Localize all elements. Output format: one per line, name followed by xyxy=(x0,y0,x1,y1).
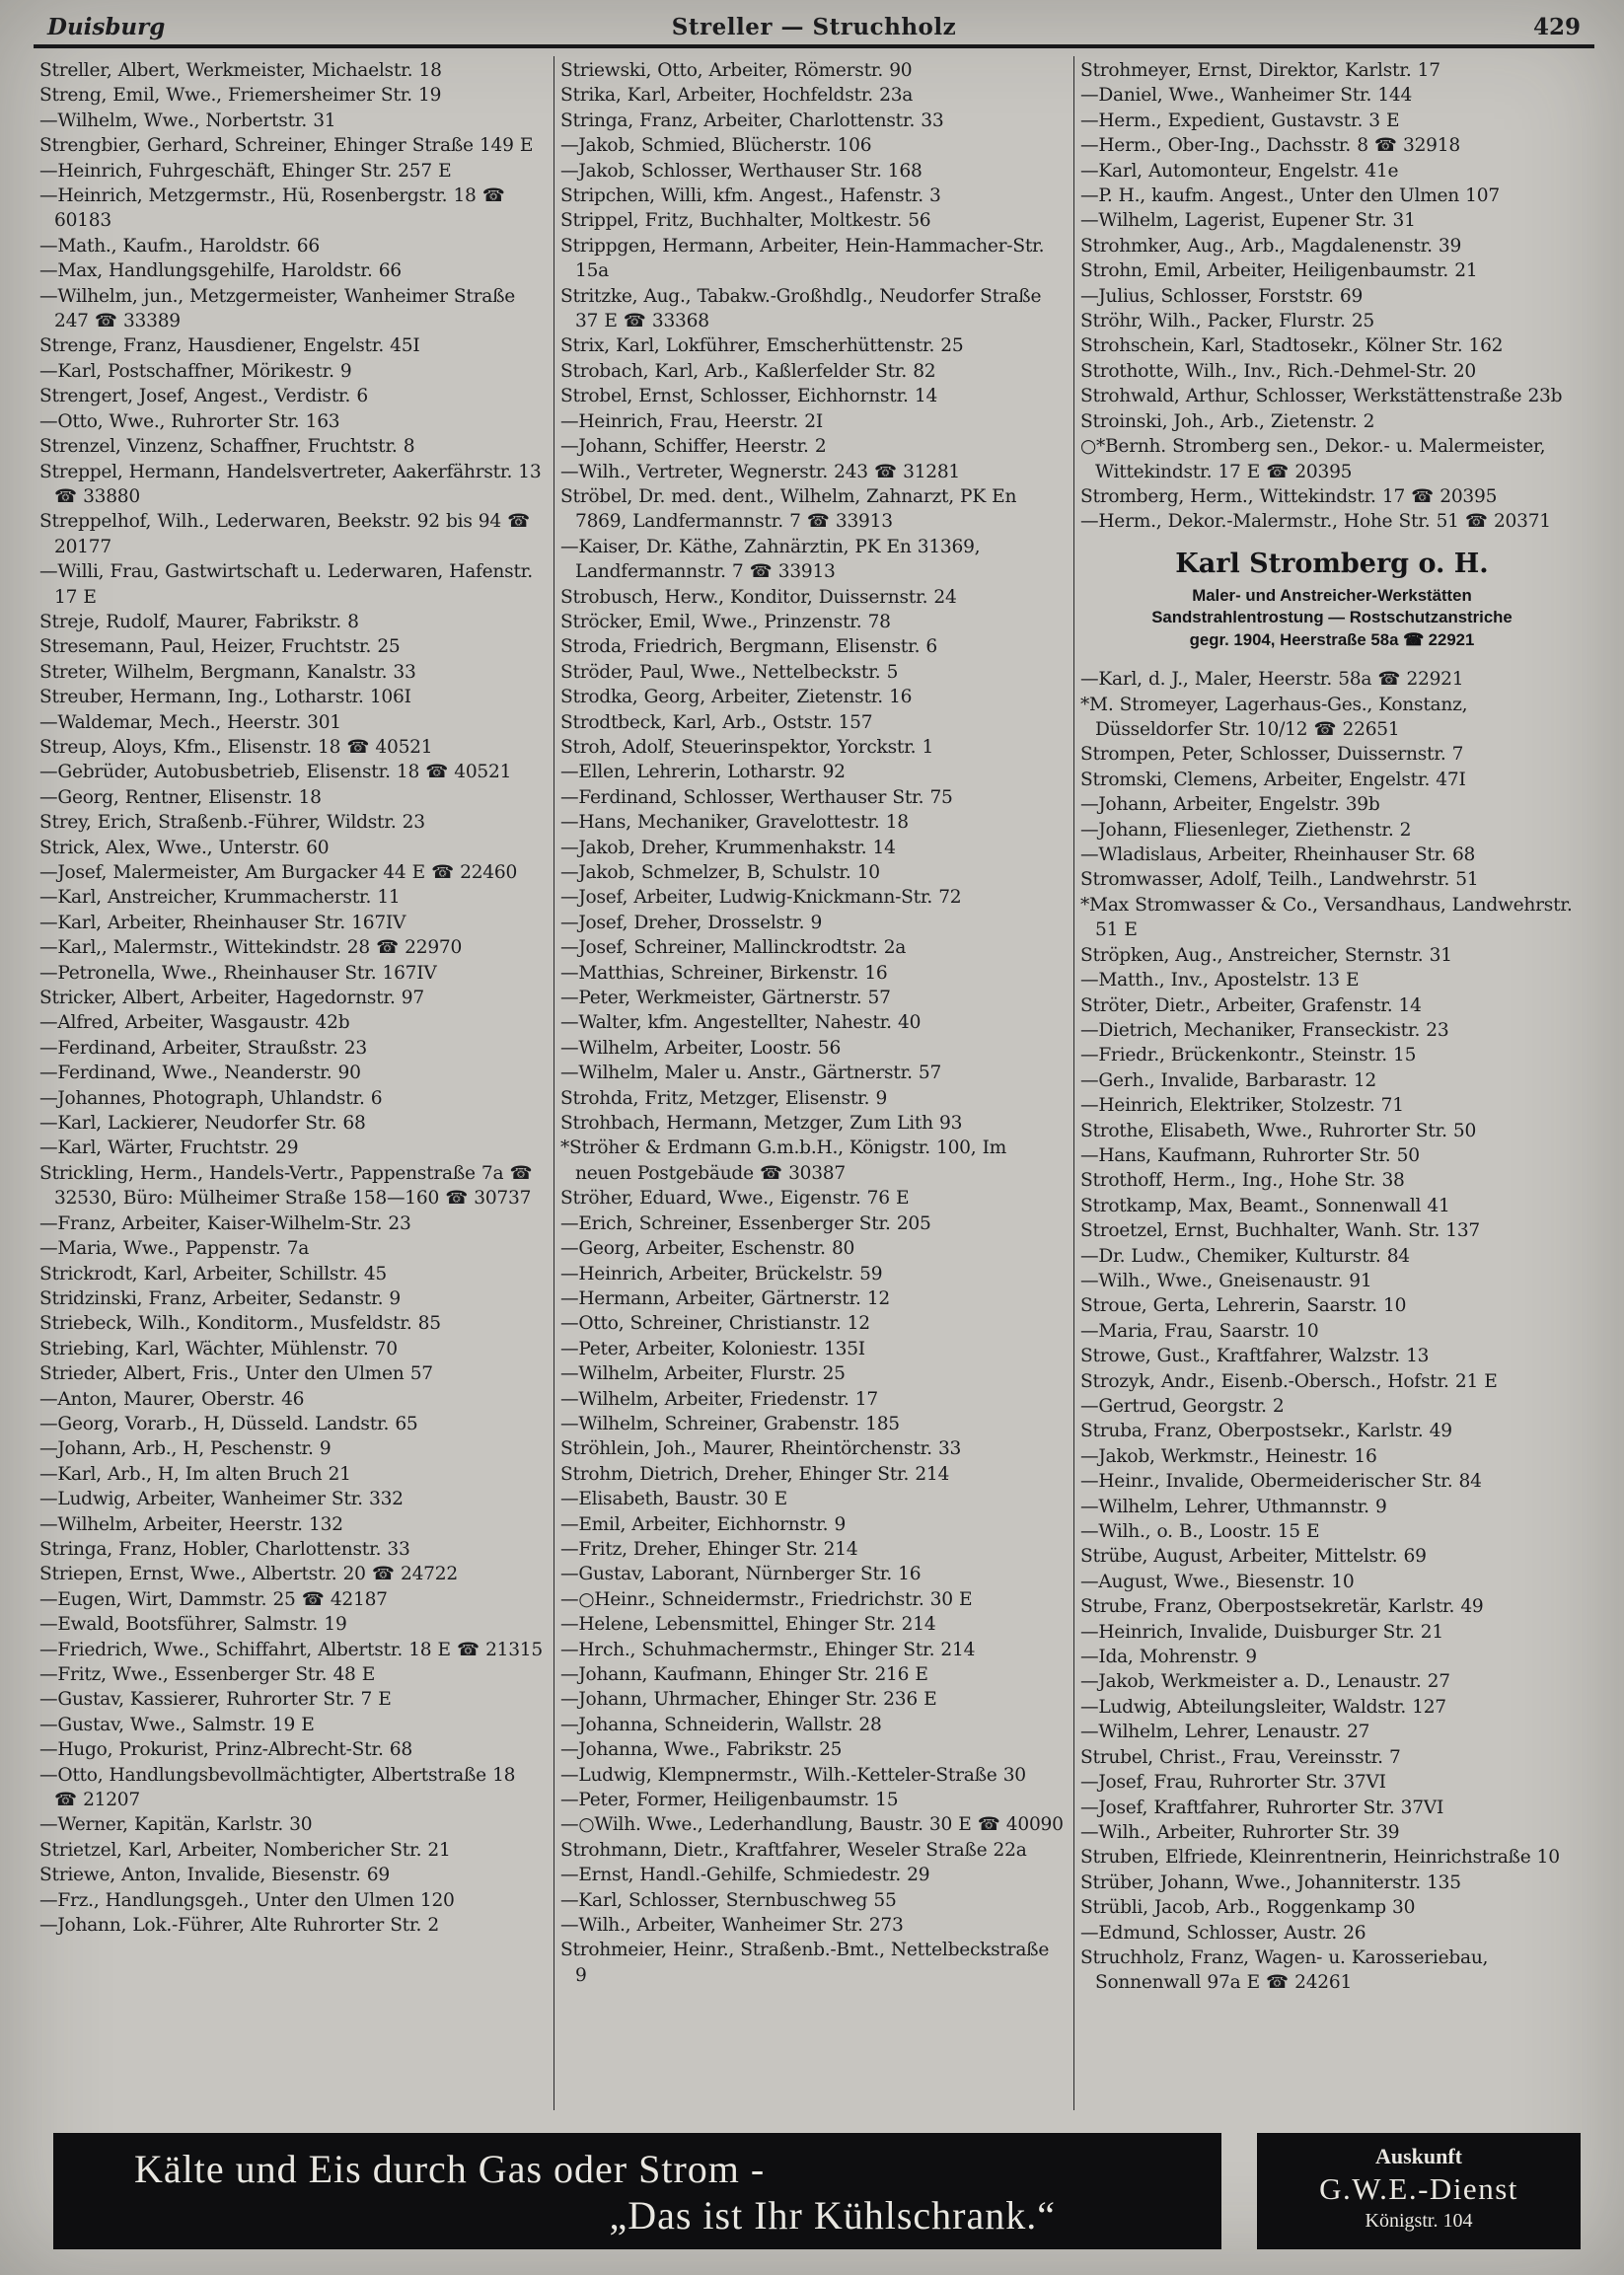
directory-entry: —Johanna, Wwe., Fabrikstr. 25 xyxy=(560,1739,843,1761)
directory-entry: —Erich, Schreiner, Essenberger Str. 205 xyxy=(560,1212,931,1234)
directory-entry: —Ida, Mohrenstr. 9 xyxy=(1080,1647,1257,1668)
directory-entry: —Otto, Handlungsbevollmächtigter, Albertstraße 18 ☎ 21207 xyxy=(39,1764,516,1811)
directory-entry: —August, Wwe., Biesenstr. 10 xyxy=(1080,1571,1355,1592)
directory-entry: Ströhr, Wilh., Packer, Flurstr. 25 xyxy=(1080,311,1374,332)
directory-entry: —Jakob, Werkmeister a. D., Lenaustr. 27 xyxy=(1080,1671,1450,1693)
directory-entry: Strompen, Peter, Schlosser, Duissernstr. 7 xyxy=(1080,744,1464,766)
directory-entry: Striepen, Ernst, Wwe., Albertstr. 20 ☎ 24722 xyxy=(39,1564,458,1585)
directory-entry: Strohmann, Dietr., Kraftfahrer, Weseler Straße 22a xyxy=(560,1839,1027,1861)
directory-entry: —Alfred, Arbeiter, Wasgaustr. 42b xyxy=(39,1012,350,1034)
directory-entry: —Karl, Postschaffner, Mörikestr. 9 xyxy=(39,360,352,382)
directory-entry: —Helene, Lebensmittel, Ehinger Str. 214 xyxy=(560,1614,936,1636)
directory-entry: —Walter, kfm. Angestellter, Nahestr. 40 xyxy=(560,1012,922,1034)
directory-entry: —Hans, Mechaniker, Gravelottestr. 18 xyxy=(560,812,909,834)
directory-entry: —Georg, Vorarb., H, Düsseld. Landstr. 65 xyxy=(39,1413,418,1434)
directory-entry: —Wilh., Arbeiter, Wanheimer Str. 273 xyxy=(560,1915,904,1937)
directory-entry: —Wilhelm, Arbeiter, Loostr. 56 xyxy=(560,1037,842,1059)
directory-entry: —Karl, Wärter, Fruchtstr. 29 xyxy=(39,1138,299,1159)
directory-entry: Struba, Franz, Oberpostsekr., Karlstr. 49 xyxy=(1080,1421,1452,1442)
directory-entry: —Johann, Arbeiter, Engelstr. 39b xyxy=(1080,794,1380,816)
directory-entry: —Johanna, Schneiderin, Wallstr. 28 xyxy=(560,1714,882,1735)
directory-entry: Strohm, Dietrich, Dreher, Ehinger Str. 214 xyxy=(560,1463,950,1485)
directory-entry: ○*Bernh. Stromberg sen., Dekor.- u. Malermeister, Wittekindstr. 17 E ☎ 20395 xyxy=(1080,436,1546,482)
directory-entry: Ströhlein, Joh., Maurer, Rheintörchenstr. 33 xyxy=(560,1438,962,1460)
directory-entry: Strodka, Georg, Arbeiter, Zietenstr. 16 xyxy=(560,687,913,708)
header-alpha-range: Streller — Struchholz xyxy=(671,14,957,40)
directory-entry: —Ewald, Bootsführer, Salmstr. 19 xyxy=(39,1614,347,1636)
directory-entry: Strobusch, Herw., Konditor, Duissernstr. 24 xyxy=(560,586,957,608)
directory-entry: Strippel, Fritz, Buchhalter, Moltkestr. 56 xyxy=(560,210,931,232)
directory-entry: Stritzke, Aug., Tabakw.-Großhdlg., Neudorfer Straße 37 E ☎ 33368 xyxy=(560,285,1042,332)
directory-entry: —Karl, Lackierer, Neudorfer Str. 68 xyxy=(39,1113,366,1135)
directory-entry: —Jakob, Schmied, Blücherstr. 106 xyxy=(560,135,872,157)
directory-entry: —Karl, d. J., Maler, Heerstr. 58a ☎ 22921 xyxy=(1080,669,1464,691)
directory-entry: —Fritz, Dreher, Ehinger Str. 214 xyxy=(560,1538,858,1560)
column-3 xyxy=(1073,56,1593,2110)
header-rule xyxy=(34,44,1594,48)
directory-entry: Streje, Rudolf, Maurer, Fabrikstr. 8 xyxy=(39,611,359,632)
directory-entry: Stromwasser, Adolf, Teilh., Landwehrstr. 51 xyxy=(1080,869,1479,891)
directory-entry: Stroetzel, Ernst, Buchhalter, Wanh. Str. 137 xyxy=(1080,1220,1481,1242)
directory-entry: Stripchen, Willi, kfm. Angest., Hafenstr. 3 xyxy=(560,185,941,207)
directory-entry: —Gertrud, Georgstr. 2 xyxy=(1080,1396,1285,1417)
directory-entry: —Matth., Inv., Apostelstr. 13 E xyxy=(1080,970,1360,991)
directory-entry: —Max, Handlungsgehilfe, Haroldstr. 66 xyxy=(39,260,402,282)
directory-entry: Stringa, Franz, Hobler, Charlottenstr. 33 xyxy=(39,1538,410,1560)
directory-entry: Stringa, Franz, Arbeiter, Charlottenstr. 33 xyxy=(560,110,944,131)
directory-entry: —Josef, Dreher, Drosselstr. 9 xyxy=(560,912,823,933)
directory-entry: Stroinski, Joh., Arb., Zietenstr. 2 xyxy=(1080,410,1375,432)
directory-entry: —Matthias, Schreiner, Birkenstr. 16 xyxy=(560,962,888,984)
directory-entry: Strohmeyer, Ernst, Direktor, Karlstr. 17 xyxy=(1080,60,1440,81)
directory-entry: —Wladislaus, Arbeiter, Rheinhauser Str. 68 xyxy=(1080,844,1476,866)
directory-entry: —Wilhelm, jun., Metzgermeister, Wanheimer Straße 247 ☎ 33389 xyxy=(39,285,515,332)
directory-entry: —Heinrich, Arbeiter, Brückelstr. 59 xyxy=(560,1263,883,1284)
directory-entry: Strotkamp, Max, Beamt., Sonnenwall 41 xyxy=(1080,1195,1450,1216)
directory-entry: Strohmker, Aug., Arb., Magdalenenstr. 39 xyxy=(1080,235,1462,257)
directory-entry: —P. H., kaufm. Angest., Unter den Ulmen 107 xyxy=(1080,185,1500,207)
directory-entry: Strubel, Christ., Frau, Vereinsstr. 7 xyxy=(1080,1746,1401,1768)
directory-entry: —Wilhelm, Lehrer, Lenaustr. 27 xyxy=(1080,1722,1370,1743)
directory-entry: —Math., Kaufm., Haroldstr. 66 xyxy=(39,235,320,257)
directory-entry: —Johann, Arb., H, Peschenstr. 9 xyxy=(39,1438,332,1460)
directory-entry: Streppel, Hermann, Handelsvertreter, Aakerfährstr. 13 ☎ 33880 xyxy=(39,461,542,507)
directory-entry: Stricker, Albert, Arbeiter, Hagedornstr. 97 xyxy=(39,988,424,1009)
kuehlschrank-ad-line-1: Kälte und Eis durch Gas oder Strom - xyxy=(134,2147,766,2191)
column-2 xyxy=(554,56,1073,2110)
directory-entry: *Max Stromwasser & Co., Versandhaus, Landwehrstr. 51 E xyxy=(1080,894,1573,941)
directory-entry: Strippgen, Hermann, Arbeiter, Hein-Hammacher-Str. 15a xyxy=(560,235,1045,282)
kuehlschrank-ad xyxy=(53,2133,1221,2249)
directory-entry: —Jakob, Schmelzer, B, Schulstr. 10 xyxy=(560,862,880,883)
directory-entry: —Johann, Fliesenleger, Ziethenstr. 2 xyxy=(1080,819,1412,841)
directory-entry: Striewski, Otto, Arbeiter, Römerstr. 90 xyxy=(560,60,913,81)
directory-entry: —Ferdinand, Arbeiter, Straußstr. 23 xyxy=(39,1037,367,1059)
directory-entry: Strohda, Fritz, Metzger, Elisenstr. 9 xyxy=(560,1087,888,1109)
directory-entry: —Julius, Schlosser, Forststr. 69 xyxy=(1080,285,1364,307)
directory-entry: —Georg, Arbeiter, Eschenstr. 80 xyxy=(560,1238,855,1260)
directory-entry: Strothoff, Herm., Ing., Hohe Str. 38 xyxy=(1080,1170,1405,1192)
directory-entry: —Jakob, Dreher, Krummenhakstr. 14 xyxy=(560,837,896,858)
directory-entry: —Ludwig, Abteilungsleiter, Waldstr. 127 xyxy=(1080,1696,1446,1718)
directory-entry: —Ellen, Lehrerin, Lotharstr. 92 xyxy=(560,762,846,783)
directory-entry: Striewe, Anton, Invalide, Biesenstr. 69 xyxy=(39,1865,390,1886)
directory-entry: —Jakob, Werkmstr., Heinestr. 16 xyxy=(1080,1445,1377,1467)
directory-entry: —Gerh., Invalide, Barbarastr. 12 xyxy=(1080,1069,1377,1091)
directory-entry: —Gebrüder, Autobusbetrieb, Elisenstr. 18 ☎ 40521 xyxy=(39,762,512,783)
directory-entry: —Elisabeth, Baustr. 30 E xyxy=(560,1489,787,1510)
directory-entry: Ströter, Dietr., Arbeiter, Grafenstr. 14 xyxy=(1080,994,1422,1016)
directory-entry: —Wilhelm, Lehrer, Uthmannstr. 9 xyxy=(1080,1496,1387,1517)
directory-entry: —Gustav, Wwe., Salmstr. 19 E xyxy=(39,1714,315,1735)
directory-entry: Ströbel, Dr. med. dent., Wilhelm, Zahnarzt, PK En 7869, Landfermannstr. 7 ☎ 33913 xyxy=(560,485,1017,533)
directory-entry: —Karl, Arb., H, Im alten Bruch 21 xyxy=(39,1463,351,1485)
column-1 xyxy=(34,56,554,2110)
directory-entry: Ströder, Paul, Wwe., Nettelbeckstr. 5 xyxy=(560,661,899,683)
directory-entry: —Karl, Arbeiter, Rheinhauser Str. 167IV xyxy=(39,912,406,933)
directory-entry: —Heinrich, Frau, Heerstr. 2I xyxy=(560,410,823,432)
directory-entry: Strohwald, Arthur, Schlosser, Werkstättenstraße 23b xyxy=(1080,386,1563,407)
directory-entry: —Hermann, Arbeiter, Gärtnerstr. 12 xyxy=(560,1287,891,1309)
directory-entry: —Josef, Schreiner, Mallinckrodtstr. 2a xyxy=(560,937,907,959)
directory-entry: Streup, Aloys, Kfm., Elisenstr. 18 ☎ 40521 xyxy=(39,736,433,758)
directory-entry: —Peter, Former, Heiligenbaumstr. 15 xyxy=(560,1790,899,1811)
directory-entry: —Franz, Arbeiter, Kaiser-Wilhelm-Str. 23 xyxy=(39,1212,411,1234)
directory-entry: Streppelhof, Wilh., Lederwaren, Beekstr. 92 bis 94 ☎ 20177 xyxy=(39,511,531,557)
directory-entry: —Wilh., Wwe., Gneisenaustr. 91 xyxy=(1080,1270,1372,1291)
directory-entry: —Georg, Rentner, Elisenstr. 18 xyxy=(39,786,322,808)
directory-entry: Strothe, Elisabeth, Wwe., Ruhrorter Str. 50 xyxy=(1080,1120,1477,1141)
directory-entry: —Josef, Arbeiter, Ludwig-Knickmann-Str. 72 xyxy=(560,887,962,909)
directory-entry: —Johannes, Photograph, Uhlandstr. 6 xyxy=(39,1087,383,1109)
directory-entry: Streter, Wilhelm, Bergmann, Kanalstr. 33 xyxy=(39,661,416,683)
directory-entry: Strobel, Ernst, Schlosser, Eichhornstr. 14 xyxy=(560,386,938,407)
directory-entry: —Wilh., o. B., Loostr. 15 E xyxy=(1080,1521,1320,1543)
directory-entry: —Otto, Wwe., Ruhrorter Str. 163 xyxy=(39,410,340,432)
directory-columns xyxy=(34,56,1594,2110)
directory-entry: —Anton, Maurer, Oberstr. 46 xyxy=(39,1388,305,1410)
directory-entry: —Wilhelm, Maler u. Anstr., Gärtnerstr. 57 xyxy=(560,1063,942,1084)
directory-entry: Strey, Erich, Straßenb.-Führer, Wildstr. 23 xyxy=(39,812,425,834)
directory-entry: Struben, Elfriede, Kleinrentnerin, Heinrichstraße 10 xyxy=(1080,1847,1560,1869)
directory-entry: —Peter, Werkmeister, Gärtnerstr. 57 xyxy=(560,988,891,1009)
directory-entry: —Werner, Kapitän, Karlstr. 30 xyxy=(39,1814,313,1836)
directory-entry: —Ludwig, Klempnermstr., Wilh.-Ketteler-Straße 30 xyxy=(560,1764,1026,1786)
directory-entry: —Wilhelm, Wwe., Norbertstr. 31 xyxy=(39,110,336,131)
directory-entry: Strengert, Josef, Angest., Verdistr. 6 xyxy=(39,386,368,407)
directory-entry: —Karl,, Malermstr., Wittekindstr. 28 ☎ 22970 xyxy=(39,937,463,959)
directory-entry: Strietzel, Karl, Arbeiter, Nombericher Str. 21 xyxy=(39,1839,451,1861)
directory-entry: Stroue, Gerta, Lehrerin, Saarstr. 10 xyxy=(1080,1295,1407,1317)
directory-entry: —Ferdinand, Schlosser, Werthauser Str. 75 xyxy=(560,786,953,808)
directory-entry: —Karl, Anstreicher, Krummacherstr. 11 xyxy=(39,887,401,909)
directory-entry: Stroda, Friedrich, Bergmann, Elisenstr. 6 xyxy=(560,636,937,658)
advertisements xyxy=(53,2133,1581,2249)
directory-entry: —Emil, Arbeiter, Eichhornstr. 9 xyxy=(560,1513,847,1535)
directory-entry: Strick, Alex, Wwe., Unterstr. 60 xyxy=(39,837,330,858)
directory-entry: Striebing, Karl, Wächter, Mühlenstr. 70 xyxy=(39,1338,398,1359)
directory-entry: —Peter, Arbeiter, Koloniestr. 135I xyxy=(560,1338,865,1359)
directory-entry: —Fritz, Wwe., Essenberger Str. 48 E xyxy=(39,1664,376,1685)
directory-entry: Ströher, Eduard, Wwe., Eigenstr. 76 E xyxy=(560,1188,910,1210)
directory-entry: —Karl, Schlosser, Sternbuschweg 55 xyxy=(560,1889,897,1911)
directory-entry: Ströcker, Emil, Wwe., Prinzenstr. 78 xyxy=(560,611,891,632)
directory-entry: Stresemann, Paul, Heizer, Fruchtstr. 25 xyxy=(39,636,401,658)
directory-entry: Streuber, Hermann, Ing., Lotharstr. 106I xyxy=(39,687,411,708)
directory-entry: Strickrodt, Karl, Arbeiter, Schillstr. 45 xyxy=(39,1263,388,1284)
stromberg-ad-line: Maler- und Anstreicher-Werkstätten xyxy=(1192,585,1472,605)
directory-entry: —Dr. Ludw., Chemiker, Kulturstr. 84 xyxy=(1080,1245,1410,1267)
directory-entry: —Ludwig, Arbeiter, Wanheimer Str. 332 xyxy=(39,1489,404,1510)
directory-entry: —Johann, Kaufmann, Ehinger Str. 216 E xyxy=(560,1664,928,1685)
directory-entry: —Jakob, Schlosser, Werthauser Str. 168 xyxy=(560,160,923,182)
header-city: Duisburg xyxy=(47,14,166,40)
directory-entry: —Willi, Frau, Gastwirtschaft u. Lederwaren, Hafenstr. 17 E xyxy=(39,561,533,608)
directory-entry: —Frz., Handlungsgeh., Unter den Ulmen 120 xyxy=(39,1889,455,1911)
gwe-ad-line-1: Auskunft xyxy=(1374,2144,1463,2168)
directory-entry: Strüber, Johann, Wwe., Johanniterstr. 135 xyxy=(1080,1871,1461,1893)
directory-entry: Strodtbeck, Karl, Arb., Oststr. 157 xyxy=(560,711,873,733)
directory-entry: Strohschein, Karl, Stadtosekr., Kölner Str. 162 xyxy=(1080,335,1504,357)
directory-entry: Strengbier, Gerhard, Schreiner, Ehinger Straße 149 E xyxy=(39,135,534,157)
directory-entry: —Josef, Frau, Ruhrorter Str. 37VI xyxy=(1080,1772,1386,1794)
directory-entry: Strix, Karl, Lokführer, Emscherhüttenstr. 25 xyxy=(560,335,964,357)
directory-entry: Strübe, August, Arbeiter, Mittelstr. 69 xyxy=(1080,1546,1427,1568)
directory-entry: —Friedr., Brückenkontr., Steinstr. 15 xyxy=(1080,1045,1417,1066)
directory-entry: —Waldemar, Mech., Heerstr. 301 xyxy=(39,711,341,733)
directory-entry: —Hugo, Prokurist, Prinz-Albrecht-Str. 68 xyxy=(39,1739,412,1761)
directory-entry: Stroh, Adolf, Steuerinspektor, Yorckstr. 1 xyxy=(560,736,934,758)
directory-entry: Strohmeier, Heinr., Straßenb.-Bmt., Nettelbeckstraße 9 xyxy=(560,1940,1050,1986)
directory-entry: —○Heinr., Schneidermstr., Friedrichstr. 30 E xyxy=(560,1588,973,1610)
directory-entry: Stridzinski, Franz, Arbeiter, Sedanstr. 9 xyxy=(39,1287,401,1309)
directory-entry: —Kaiser, Dr. Käthe, Zahnärztin, PK En 31369, Landfermannstr. 7 ☎ 33913 xyxy=(560,536,981,583)
directory-entry: —Maria, Frau, Saarstr. 10 xyxy=(1080,1320,1319,1342)
directory-entry: —Johann, Uhrmacher, Ehinger Str. 236 E xyxy=(560,1689,937,1711)
directory-entry: —Heinr., Invalide, Obermeiderischer Str. 84 xyxy=(1080,1471,1482,1493)
directory-entry: Ströpken, Aug., Anstreicher, Sternstr. 31 xyxy=(1080,944,1452,966)
kuehlschrank-ad-line-2: „Das ist Ihr Kühlschrank.“ xyxy=(609,2193,1056,2238)
directory-entry: —Wilh., Arbeiter, Ruhrorter Str. 39 xyxy=(1080,1821,1400,1843)
directory-entry: Strowe, Gust., Kraftfahrer, Walzstr. 13 xyxy=(1080,1346,1430,1367)
directory-entry: —Hrch., Schuhmachermstr., Ehinger Str. 214 xyxy=(560,1639,976,1660)
directory-entry: —Wilhelm, Lagerist, Eupener Str. 31 xyxy=(1080,210,1416,232)
directory-entry: —Heinrich, Elektriker, Stolzestr. 71 xyxy=(1080,1095,1404,1117)
page-header xyxy=(34,14,1594,44)
directory-entry: —Heinrich, Fuhrgeschäft, Ehinger Str. 257 E xyxy=(39,160,452,182)
directory-entry: —Heinrich, Invalide, Duisburger Str. 21 xyxy=(1080,1621,1443,1643)
directory-entry: —Daniel, Wwe., Wanheimer Str. 144 xyxy=(1080,85,1413,107)
directory-entry: Struchholz, Franz, Wagen- u. Karosseriebau, Sonnenwall 97a E ☎ 24261 xyxy=(1080,1946,1489,1994)
directory-entry: —Friedrich, Wwe., Schiffahrt, Albertstr. 18 E ☎ 21315 xyxy=(39,1639,543,1660)
directory-entry: —Petronella, Wwe., Rheinhauser Str. 167IV xyxy=(39,962,437,984)
directory-entry: Striebeck, Wilh., Konditorm., Musfeldstr. 85 xyxy=(39,1313,441,1335)
directory-entry: —Johann, Lok.-Führer, Alte Ruhrorter Str. 2 xyxy=(39,1915,439,1937)
directory-entry: Strozyk, Andr., Eisenb.-Obersch., Hofstr. 21 E xyxy=(1080,1370,1498,1392)
directory-entry: Strube, Franz, Oberpostsekretär, Karlstr. 49 xyxy=(1080,1596,1484,1618)
directory-entry: Strickling, Herm., Handels-Vertr., Pappenstraße 7a ☎ 32530, Büro: Mülheimer Straße 158—160 ☎ 30737 xyxy=(39,1162,533,1210)
directory-entry: Strohn, Emil, Arbeiter, Heiligenbaumstr. 21 xyxy=(1080,260,1478,282)
directory-entry: —Herm., Ober-Ing., Dachsstr. 8 ☎ 32918 xyxy=(1080,135,1460,157)
directory-entry: Strobach, Karl, Arb., Kaßlerfelder Str. 82 xyxy=(560,360,936,382)
directory-entry: —Wilhelm, Arbeiter, Friedenstr. 17 xyxy=(560,1388,878,1410)
gwe-dienst-ad xyxy=(1257,2133,1581,2249)
directory-entry: —Wilhelm, Schreiner, Grabenstr. 185 xyxy=(560,1413,900,1434)
header-page-number: 429 xyxy=(1532,14,1581,40)
directory-entry: Streller, Albert, Werkmeister, Michaelstr. 18 xyxy=(39,60,442,81)
directory-entry: Streng, Emil, Wwe., Friemersheimer Str. 19 xyxy=(39,85,442,107)
directory-entry: —Heinrich, Metzgermstr., Hü, Rosenbergstr. 18 ☎ 60183 xyxy=(39,185,505,232)
directory-entry: —Wilh., Vertreter, Wegnerstr. 243 ☎ 31281 xyxy=(560,461,961,482)
directory-entry: —○Wilh. Wwe., Lederhandlung, Baustr. 30 E ☎ 40090 xyxy=(560,1814,1064,1836)
directory-entry: Strübli, Jacob, Arb., Roggenkamp 30 xyxy=(1080,1897,1416,1919)
directory-entry: —Herm., Dekor.-Malermstr., Hohe Str. 51 ☎ 20371 xyxy=(1080,511,1551,533)
directory-entry: —Herm., Expedient, Gustavstr. 3 E xyxy=(1080,110,1400,131)
directory-entry: —Josef, Kraftfahrer, Ruhrorter Str. 37VI xyxy=(1080,1797,1444,1818)
directory-entry: Strieder, Albert, Fris., Unter den Ulmen 57 xyxy=(39,1363,433,1385)
directory-entry: Stromberg, Herm., Wittekindstr. 17 ☎ 20395 xyxy=(1080,485,1498,507)
directory-entry: —Karl, Automonteur, Engelstr. 41e xyxy=(1080,160,1399,182)
stromberg-ad-line: Sandstrahlentrostung — Rostschutzanstriche xyxy=(1151,608,1513,627)
stromberg-ad-line: gegr. 1904, Heerstraße 58a ☎ 22921 xyxy=(1189,629,1475,649)
directory-entry: —Ferdinand, Wwe., Neanderstr. 90 xyxy=(39,1063,361,1084)
directory-entry: —Otto, Schreiner, Christianstr. 12 xyxy=(560,1313,870,1335)
directory-entry: —Wilhelm, Arbeiter, Flurstr. 25 xyxy=(560,1363,846,1385)
directory-entry: Stromski, Clemens, Arbeiter, Engelstr. 47I xyxy=(1080,769,1466,790)
gwe-ad-line-2: G.W.E.-Dienst xyxy=(1319,2171,1518,2206)
stromberg-ad-line: Karl Stromberg o. H. xyxy=(1175,548,1489,579)
gwe-ad-line-3: Königstr. 104 xyxy=(1365,2210,1473,2232)
directory-entry: Strenzel, Vinzenz, Schaffner, Fruchtstr. 8 xyxy=(39,436,415,458)
directory-entry: Strothotte, Wilh., Inv., Rich.-Dehmel-Str. 20 xyxy=(1080,360,1477,382)
stromberg-display-ad xyxy=(1080,549,1584,652)
directory-entry: Strohbach, Hermann, Metzger, Zum Lith 93 xyxy=(560,1113,963,1135)
directory-entry: *Ströher & Erdmann G.m.b.H., Königstr. 100, Im neuen Postgebäude ☎ 30387 xyxy=(560,1138,1007,1184)
directory-entry: —Eugen, Wirt, Dammstr. 25 ☎ 42187 xyxy=(39,1588,388,1610)
directory-entry: —Gustav, Laborant, Nürnberger Str. 16 xyxy=(560,1564,922,1585)
directory-entry: —Josef, Malermeister, Am Burgacker 44 E ☎ 22460 xyxy=(39,862,518,883)
directory-entry: *M. Stromeyer, Lagerhaus-Ges., Konstanz, Düsseldorfer Str. 10/12 ☎ 22651 xyxy=(1080,694,1468,741)
directory-entry: —Ernst, Handl.-Gehilfe, Schmiedestr. 29 xyxy=(560,1865,930,1886)
directory-entry: —Edmund, Schlosser, Austr. 26 xyxy=(1080,1922,1366,1944)
directory-entry: —Hans, Kaufmann, Ruhrorter Str. 50 xyxy=(1080,1144,1420,1166)
directory-entry: Strika, Karl, Arbeiter, Hochfeldstr. 23a xyxy=(560,85,914,107)
directory-entry: —Johann, Schiffer, Heerstr. 2 xyxy=(560,436,827,458)
directory-entry: —Dietrich, Mechaniker, Franseckistr. 23 xyxy=(1080,1019,1449,1041)
directory-entry: —Maria, Wwe., Pappenstr. 7a xyxy=(39,1238,310,1260)
directory-entry: Strenge, Franz, Hausdiener, Engelstr. 45I xyxy=(39,335,420,357)
directory-entry: —Wilhelm, Arbeiter, Heerstr. 132 xyxy=(39,1513,343,1535)
directory-entry: —Gustav, Kassierer, Ruhrorter Str. 7 E xyxy=(39,1689,392,1711)
